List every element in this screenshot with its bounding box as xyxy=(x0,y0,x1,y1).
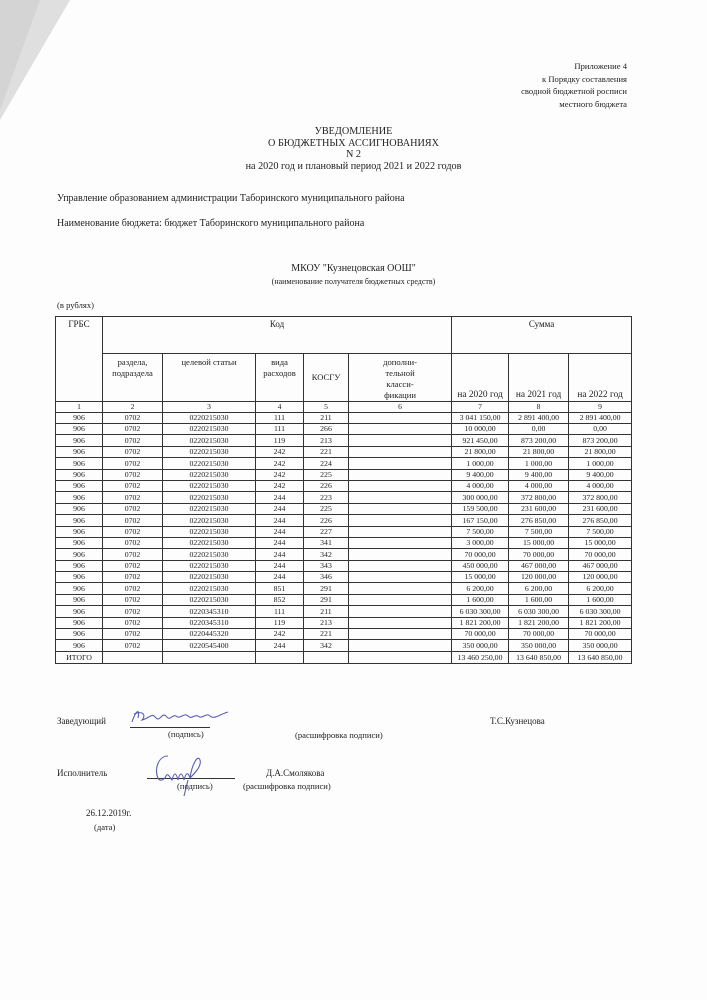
column-index-sum-2022: 9 xyxy=(569,402,632,413)
annex-note xyxy=(521,60,627,110)
head-signature-caption: (подпись) xyxy=(168,729,204,739)
column-index-row xyxy=(56,402,632,413)
cell-sum-2020: 9 400,00 xyxy=(452,469,509,480)
cell-sum-2022: 70 000,00 xyxy=(569,629,632,640)
cell-sum-2022: 6 030 300,00 xyxy=(569,606,632,617)
header-sum: Сумма xyxy=(452,317,632,354)
total-2021: 13 640 850,00 xyxy=(509,651,569,663)
table-row xyxy=(56,583,632,594)
cell-sum-2020: 6 200,00 xyxy=(452,583,509,594)
cell-grbs: 906 xyxy=(56,503,103,514)
cell-kosgu: 211 xyxy=(304,606,349,617)
cell-sum-2020: 4 000,00 xyxy=(452,480,509,491)
cell-sum-2022: 873 200,00 xyxy=(569,435,632,446)
table-row xyxy=(56,617,632,628)
cell-sum-2022: 1 000,00 xyxy=(569,458,632,469)
cell-target: 0220215030 xyxy=(163,572,256,583)
header-year-2021: на 2021 год xyxy=(509,354,569,402)
cell-sum-2020: 3 041 150,00 xyxy=(452,412,509,423)
cell-sum-2021: 9 400,00 xyxy=(509,469,569,480)
header-code: Код xyxy=(103,317,452,354)
cell-section: 0702 xyxy=(103,435,163,446)
cell-sum-2020: 450 000,00 xyxy=(452,560,509,571)
column-index-grbs: 1 xyxy=(56,402,103,413)
cell-sum-2022: 7 500,00 xyxy=(569,526,632,537)
cell-kosgu: 226 xyxy=(304,480,349,491)
cell-additional xyxy=(349,446,452,457)
table-row xyxy=(56,423,632,434)
cell-kosgu: 266 xyxy=(304,423,349,434)
table-row xyxy=(56,435,632,446)
cell-kosgu: 291 xyxy=(304,594,349,605)
cell-expense-type: 242 xyxy=(256,629,304,640)
cell-section xyxy=(103,651,163,663)
cell-grbs: 906 xyxy=(56,435,103,446)
cell-section: 0702 xyxy=(103,503,163,514)
cell-additional xyxy=(349,480,452,491)
cell-grbs: 906 xyxy=(56,469,103,480)
cell-kosgu: 213 xyxy=(304,617,349,628)
title-line-3: N 2 xyxy=(346,149,361,161)
cell-sum-2022: 120 000,00 xyxy=(569,572,632,583)
cell-target: 0220215030 xyxy=(163,480,256,491)
column-index-sum-2020: 7 xyxy=(452,402,509,413)
column-index-section: 2 xyxy=(103,402,163,413)
cell-kosgu: 221 xyxy=(304,629,349,640)
cell-sum-2020: 3 000,00 xyxy=(452,537,509,548)
cell-target: 0220215030 xyxy=(163,458,256,469)
cell-grbs: 906 xyxy=(56,640,103,651)
cell-additional xyxy=(349,617,452,628)
cell-sum-2020: 21 800,00 xyxy=(452,446,509,457)
cell-grbs: 906 xyxy=(56,446,103,457)
cell-expense-type: 111 xyxy=(256,423,304,434)
cell-additional xyxy=(349,560,452,571)
cell-additional xyxy=(349,492,452,503)
cell-additional xyxy=(349,537,452,548)
cell-section: 0702 xyxy=(103,594,163,605)
head-decode-caption: (расшифровка подписи) xyxy=(295,730,383,740)
cell-grbs: 906 xyxy=(56,572,103,583)
cell-sum-2021: 231 600,00 xyxy=(509,503,569,514)
cell-target: 0220215030 xyxy=(163,503,256,514)
cell-target: 0220215030 xyxy=(163,469,256,480)
cell-sum-2021: 70 000,00 xyxy=(509,629,569,640)
total-2022: 13 640 850,00 xyxy=(569,651,632,663)
cell-sum-2022: 231 600,00 xyxy=(569,503,632,514)
cell-expense-type: 119 xyxy=(256,435,304,446)
cell-sum-2022: 6 200,00 xyxy=(569,583,632,594)
cell-target: 0220545400 xyxy=(163,640,256,651)
cell-sum-2020: 159 500,00 xyxy=(452,503,509,514)
cell-additional xyxy=(349,549,452,560)
table-row xyxy=(56,640,632,651)
cell-section: 0702 xyxy=(103,629,163,640)
cell-sum-2022: 70 000,00 xyxy=(569,549,632,560)
cell-expense-type: 111 xyxy=(256,606,304,617)
table-row xyxy=(56,629,632,640)
cell-grbs: 906 xyxy=(56,526,103,537)
annex-line-3: сводной бюджетной росписи xyxy=(521,86,627,97)
cell-kosgu: 343 xyxy=(304,560,349,571)
cell-section: 0702 xyxy=(103,583,163,594)
cell-sum-2022: 0,00 xyxy=(569,423,632,434)
cell-additional xyxy=(349,583,452,594)
cell-grbs: 906 xyxy=(56,412,103,423)
cell-kosgu: 226 xyxy=(304,515,349,526)
header-additional: дополни- тельной класси- фикации xyxy=(349,354,452,402)
table-row xyxy=(56,469,632,480)
cell-additional xyxy=(349,594,452,605)
cell-section: 0702 xyxy=(103,446,163,457)
cell-grbs: 906 xyxy=(56,606,103,617)
header-year-2020: на 2020 год xyxy=(452,354,509,402)
cell-target: 0220215030 xyxy=(163,412,256,423)
cell-kosgu: 227 xyxy=(304,526,349,537)
cell-sum-2021: 120 000,00 xyxy=(509,572,569,583)
cell-sum-2021: 276 850,00 xyxy=(509,515,569,526)
cell-sum-2020: 300 000,00 xyxy=(452,492,509,503)
cell-kosgu: 213 xyxy=(304,435,349,446)
cell-kosgu: 341 xyxy=(304,537,349,548)
column-index-additional: 6 xyxy=(349,402,452,413)
table-row xyxy=(56,458,632,469)
document-title xyxy=(0,126,707,172)
header-row-1 xyxy=(56,317,632,354)
cell-sum-2022: 15 000,00 xyxy=(569,537,632,548)
cell-kosgu: 346 xyxy=(304,572,349,583)
cell-section: 0702 xyxy=(103,572,163,583)
cell-expense-type: 242 xyxy=(256,446,304,457)
cell-additional xyxy=(349,458,452,469)
cell-sum-2022: 276 850,00 xyxy=(569,515,632,526)
cell-sum-2021: 350 000,00 xyxy=(509,640,569,651)
cell-kosgu xyxy=(304,651,349,663)
total-row xyxy=(56,651,632,663)
cell-additional xyxy=(349,423,452,434)
column-index-kosgu: 5 xyxy=(304,402,349,413)
page-fold-shadow-inner xyxy=(0,0,40,110)
annex-line-2: к Порядку составления xyxy=(542,73,627,84)
cell-grbs: 906 xyxy=(56,480,103,491)
cell-kosgu: 342 xyxy=(304,640,349,651)
date-caption: (дата) xyxy=(94,822,116,832)
title-line-1: УВЕДОМЛЕНИЕ xyxy=(314,126,393,137)
cell-kosgu: 225 xyxy=(304,469,349,480)
cell-additional xyxy=(349,412,452,423)
cell-additional xyxy=(349,526,452,537)
cell-additional xyxy=(349,651,452,663)
cell-additional xyxy=(349,606,452,617)
cell-target: 0220345310 xyxy=(163,617,256,628)
total-label: ИТОГО xyxy=(56,651,103,663)
cell-grbs: 906 xyxy=(56,583,103,594)
cell-sum-2022: 1 821 200,00 xyxy=(569,617,632,628)
cell-expense-type: 242 xyxy=(256,480,304,491)
cell-section: 0702 xyxy=(103,537,163,548)
cell-sum-2020: 1 821 200,00 xyxy=(452,617,509,628)
table-row xyxy=(56,446,632,457)
cell-kosgu: 221 xyxy=(304,446,349,457)
table-row xyxy=(56,606,632,617)
cell-section: 0702 xyxy=(103,458,163,469)
table-row xyxy=(56,412,632,423)
cell-grbs: 906 xyxy=(56,537,103,548)
cell-grbs: 906 xyxy=(56,560,103,571)
cell-section: 0702 xyxy=(103,492,163,503)
cell-sum-2020: 350 000,00 xyxy=(452,640,509,651)
cell-target xyxy=(163,651,256,663)
cell-target: 0220215030 xyxy=(163,526,256,537)
cell-target: 0220445320 xyxy=(163,629,256,640)
cell-grbs: 906 xyxy=(56,629,103,640)
cell-sum-2022: 372 800,00 xyxy=(569,492,632,503)
cell-target: 0220215030 xyxy=(163,446,256,457)
cell-expense-type: 244 xyxy=(256,515,304,526)
total-2020: 13 460 250,00 xyxy=(452,651,509,663)
cell-additional xyxy=(349,503,452,514)
cell-target: 0220215030 xyxy=(163,549,256,560)
title-line-2: О БЮДЖЕТНЫХ АССИГНОВАНИЯХ xyxy=(268,137,439,149)
currency-units: (в рублях) xyxy=(57,300,94,310)
cell-expense-type: 111 xyxy=(256,412,304,423)
cell-expense-type: 242 xyxy=(256,469,304,480)
cell-kosgu: 211 xyxy=(304,412,349,423)
cell-target: 0220215030 xyxy=(163,492,256,503)
cell-target: 0220215030 xyxy=(163,583,256,594)
cell-sum-2021: 0,00 xyxy=(509,423,569,434)
cell-sum-2021: 6 200,00 xyxy=(509,583,569,594)
cell-sum-2021: 372 800,00 xyxy=(509,492,569,503)
cell-target: 0220215030 xyxy=(163,435,256,446)
header-target: целевой статьи xyxy=(163,354,256,402)
cell-sum-2021: 873 200,00 xyxy=(509,435,569,446)
cell-sum-2022: 467 000,00 xyxy=(569,560,632,571)
cell-section: 0702 xyxy=(103,560,163,571)
table-row xyxy=(56,515,632,526)
cell-kosgu: 291 xyxy=(304,583,349,594)
cell-sum-2021: 15 000,00 xyxy=(509,537,569,548)
budget-table xyxy=(55,316,632,664)
cell-sum-2020: 10 000,00 xyxy=(452,423,509,434)
cell-expense-type: 851 xyxy=(256,583,304,594)
cell-sum-2020: 7 500,00 xyxy=(452,526,509,537)
cell-sum-2022: 350 000,00 xyxy=(569,640,632,651)
annex-line-4: местного бюджета xyxy=(559,98,627,109)
cell-grbs: 906 xyxy=(56,458,103,469)
head-handwritten-signature xyxy=(128,704,238,730)
cell-grbs: 906 xyxy=(56,549,103,560)
cell-sum-2020: 70 000,00 xyxy=(452,549,509,560)
cell-expense-type: 244 xyxy=(256,526,304,537)
cell-sum-2020: 921 450,00 xyxy=(452,435,509,446)
column-index-target: 3 xyxy=(163,402,256,413)
cell-section: 0702 xyxy=(103,423,163,434)
column-index-sum-2021: 8 xyxy=(509,402,569,413)
cell-additional xyxy=(349,572,452,583)
cell-section: 0702 xyxy=(103,606,163,617)
cell-sum-2020: 6 030 300,00 xyxy=(452,606,509,617)
cell-section: 0702 xyxy=(103,549,163,560)
cell-sum-2021: 21 800,00 xyxy=(509,446,569,457)
header-grbs: ГРБС xyxy=(56,317,103,402)
cell-sum-2021: 6 030 300,00 xyxy=(509,606,569,617)
cell-target: 0220215030 xyxy=(163,423,256,434)
cell-sum-2020: 1 000,00 xyxy=(452,458,509,469)
cell-sum-2021: 70 000,00 xyxy=(509,549,569,560)
cell-section: 0702 xyxy=(103,412,163,423)
header-year-2022: на 2022 год xyxy=(569,354,632,402)
cell-sum-2021: 1 000,00 xyxy=(509,458,569,469)
cell-additional xyxy=(349,515,452,526)
cell-sum-2020: 70 000,00 xyxy=(452,629,509,640)
cell-expense-type: 244 xyxy=(256,492,304,503)
header-section: раздела, подраздела xyxy=(103,354,163,402)
table-row xyxy=(56,503,632,514)
head-label: Заведующий xyxy=(57,716,106,726)
cell-sum-2020: 15 000,00 xyxy=(452,572,509,583)
column-index-expense-type: 4 xyxy=(256,402,304,413)
cell-sum-2020: 1 600,00 xyxy=(452,594,509,605)
header-kosgu: КОСГУ xyxy=(304,354,349,402)
cell-target: 0220215030 xyxy=(163,560,256,571)
cell-additional xyxy=(349,469,452,480)
cell-section: 0702 xyxy=(103,515,163,526)
cell-expense-type xyxy=(256,651,304,663)
cell-kosgu: 225 xyxy=(304,503,349,514)
title-line-4: на 2020 год и плановый период 2021 и 2022 годов xyxy=(245,160,462,172)
table-row xyxy=(56,560,632,571)
table-row xyxy=(56,526,632,537)
cell-additional xyxy=(349,640,452,651)
cell-kosgu: 223 xyxy=(304,492,349,503)
cell-expense-type: 852 xyxy=(256,594,304,605)
table-row xyxy=(56,480,632,491)
cell-expense-type: 244 xyxy=(256,549,304,560)
cell-section: 0702 xyxy=(103,617,163,628)
cell-expense-type: 244 xyxy=(256,572,304,583)
cell-grbs: 906 xyxy=(56,617,103,628)
executor-signature-caption: (подпись) xyxy=(177,781,213,791)
cell-additional xyxy=(349,629,452,640)
cell-sum-2022: 9 400,00 xyxy=(569,469,632,480)
table-row xyxy=(56,537,632,548)
recipient-name: МКОУ "Кузнецовская ООШ" xyxy=(291,263,416,274)
cell-sum-2021: 7 500,00 xyxy=(509,526,569,537)
cell-target: 0220215030 xyxy=(163,594,256,605)
table-row xyxy=(56,549,632,560)
cell-expense-type: 244 xyxy=(256,537,304,548)
cell-grbs: 906 xyxy=(56,515,103,526)
executor-decode-caption: (расшифровка подписи) xyxy=(243,781,331,791)
cell-section: 0702 xyxy=(103,480,163,491)
head-name: Т.С.Кузнецова xyxy=(490,716,545,726)
cell-additional xyxy=(349,435,452,446)
budget-name: Наименование бюджета: бюджет Таборинского муниципального района xyxy=(57,218,365,229)
table-row xyxy=(56,594,632,605)
cell-sum-2021: 4 000,00 xyxy=(509,480,569,491)
cell-sum-2021: 467 000,00 xyxy=(509,560,569,571)
cell-target: 0220215030 xyxy=(163,537,256,548)
cell-expense-type: 244 xyxy=(256,560,304,571)
cell-grbs: 906 xyxy=(56,594,103,605)
cell-expense-type: 244 xyxy=(256,640,304,651)
table-row xyxy=(56,492,632,503)
cell-grbs: 906 xyxy=(56,492,103,503)
annex-line-1: Приложение 4 xyxy=(574,61,627,71)
cell-sum-2021: 2 891 400,00 xyxy=(509,412,569,423)
header-expense-type: вида расходов xyxy=(256,354,304,402)
executor-name: Д.А.Смолякова xyxy=(266,768,325,778)
cell-sum-2021: 1 821 200,00 xyxy=(509,617,569,628)
cell-sum-2022: 1 600,00 xyxy=(569,594,632,605)
cell-sum-2020: 167 150,00 xyxy=(452,515,509,526)
cell-sum-2022: 4 000,00 xyxy=(569,480,632,491)
cell-section: 0702 xyxy=(103,469,163,480)
cell-target: 0220215030 xyxy=(163,515,256,526)
cell-sum-2021: 1 600,00 xyxy=(509,594,569,605)
cell-expense-type: 244 xyxy=(256,503,304,514)
authority-name: Управление образованием администрации Таборинского муниципального района xyxy=(57,193,405,204)
cell-sum-2022: 2 891 400,00 xyxy=(569,412,632,423)
document-date: 26.12.2019г. xyxy=(86,808,132,818)
executor-label: Исполнитель xyxy=(57,768,108,778)
cell-section: 0702 xyxy=(103,640,163,651)
cell-kosgu: 342 xyxy=(304,549,349,560)
cell-sum-2022: 21 800,00 xyxy=(569,446,632,457)
cell-section: 0702 xyxy=(103,526,163,537)
cell-expense-type: 242 xyxy=(256,458,304,469)
cell-grbs: 906 xyxy=(56,423,103,434)
table-row xyxy=(56,572,632,583)
recipient-caption: (наименование получателя бюджетных средств) xyxy=(271,277,436,286)
cell-target: 0220345310 xyxy=(163,606,256,617)
cell-kosgu: 224 xyxy=(304,458,349,469)
cell-expense-type: 119 xyxy=(256,617,304,628)
